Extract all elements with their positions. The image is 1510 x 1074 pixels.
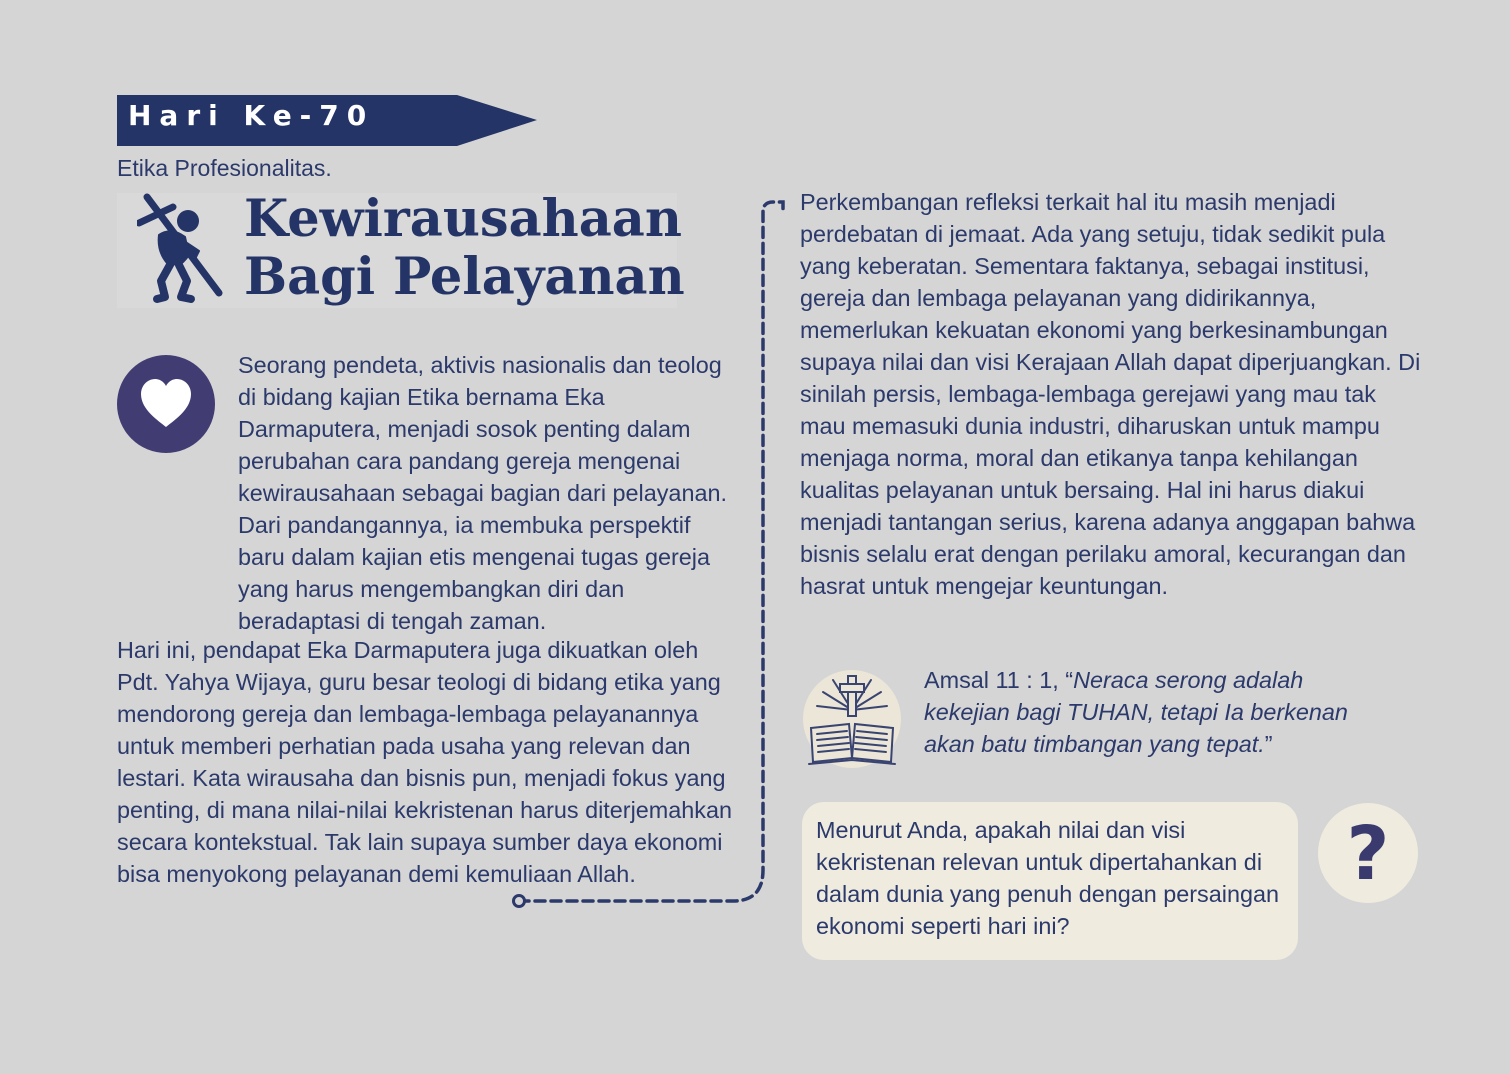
verse-closing: ” (1264, 731, 1273, 757)
day-label: Hari Ke-70 (128, 99, 375, 132)
reflection-question: Menurut Anda, apakah nilai dan visi kekristenan relevan untuk dipertahankan di dalam dunia yang penuh dengan persaingan ekonomi seperti hari ini? (816, 817, 1279, 939)
bible-verse (924, 664, 1394, 760)
question-badge (1318, 803, 1418, 903)
heart-icon (139, 379, 193, 429)
verse-quote: Neraca serong adalah kekejian bagi TUHAN, tetapi Ia berkenan akan batu timbangan yang tepat. (924, 667, 1348, 757)
dashed-connector (505, 190, 795, 920)
subtitle: Etika Profesionalitas. (117, 155, 332, 181)
bible-with-cross-icon (803, 670, 901, 768)
title-line-2: Bagi Pelayanan (244, 247, 685, 307)
third-paragraph: Perkembangan refleksi terkait hal itu masih menjadi perdebatan di jemaat. Ada yang setuju, tidak sedikit pula yang keberatan. Sementara faktanya, sebagai institusi, gereja dan lembaga pelayanan yang didirikannya, memerlukan kekuatan ekonomi yang berkesinambungan supaya nilai dan visi Kerajaan Allah dapat diperjuangkan. Di sinilah persis, lembaga-lembaga gerejawi yang mau tak mau memasuki dunia industri, diharuskan untuk mampu menjaga norma, moral dan etikanya tanpa kehilangan kualitas pelayanan untuk bersaing. Hal ini harus diakui menjadi tantangan serius, karena adanya anggapan bahwa bisnis selalu erat dengan perilaku amoral, kecurangan dan hasrat untuk mengejar keuntungan. (800, 189, 1421, 599)
bible-badge (803, 670, 901, 768)
person-carrying-cross-icon (137, 193, 227, 305)
verse-reference: Amsal 11 : 1, “ (924, 667, 1074, 693)
question-box (802, 802, 1298, 960)
heart-badge (117, 355, 215, 453)
second-paragraph: Hari ini, pendapat Eka Darmaputera juga dikuatkan oleh Pdt. Yahya Wijaya, guru besar teologi di bidang etika yang mendorong gereja dan lembaga-lembaga pelayanannya untuk memberi perhatian pada usaha yang relevan dan lestari. Kata wirausaha dan bisnis pun, menjadi fokus yang penting, di mana nilai-nilai kekristenan harus diterjemahkan secara kontekstual. Tak lain supaya sumber daya ekonomi bisa menyokong pelayanan demi kemuliaan Allah. (117, 637, 732, 887)
intro-paragraph: Seorang pendeta, aktivis nasionalis dan teolog di bidang kajian Etika bernama Eka Darmaputera, menjadi sosok penting dalam perubahan cara pandang gereja mengenai kewirausahaan sebagai bagian dari pelayanan. Dari pandangannya, ia membuka perspektif baru dalam kajian etis mengenai tugas gereja yang harus mengembangkan diri dan beradaptasi di tengah zaman. (238, 352, 727, 634)
question-mark-icon: ? (1346, 811, 1390, 897)
title-line-1: Kewirausahaan (244, 189, 682, 249)
day-banner (117, 95, 537, 146)
